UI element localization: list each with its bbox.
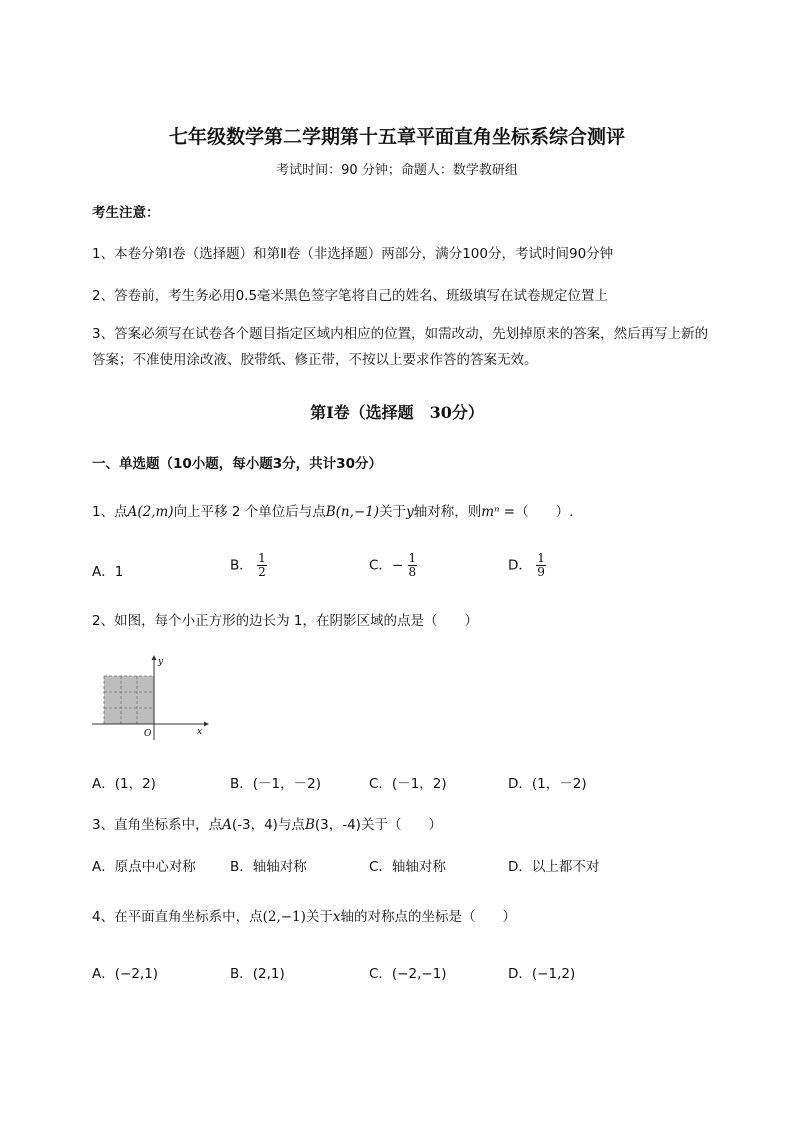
notice-item-3: 3、答案必须写在试卷各个题目指定区域内相应的位置，如需改动，先划掉原来的答案，然后再写上新的答案；不准使用涂改液、胶带纸、修正带，不按以上要求作答的答案无效。 <box>92 326 709 368</box>
q1-option-c-denominator: 8 <box>408 565 417 579</box>
q1-expression: mⁿ = <box>481 504 516 520</box>
x-axis-arrow-icon <box>204 722 209 727</box>
question-1-stem <box>92 500 573 520</box>
q1-option-d <box>508 552 546 579</box>
shaded-region <box>104 676 154 724</box>
q1-axis: y <box>406 504 414 520</box>
q4-point: (2,−1) <box>262 909 306 925</box>
q1-option-d-fraction <box>536 552 546 579</box>
q4-axis: x <box>332 909 341 925</box>
part-heading: 一、单选题（10小题，每小题3分，共计30分） <box>92 456 382 472</box>
q1-text-e: （ ）. <box>515 504 574 520</box>
q3-point-b: B <box>304 817 315 833</box>
q1-option-a <box>92 560 123 580</box>
q1-option-a-label: A． <box>92 564 115 580</box>
q2-option-c: C．(－1，2) <box>369 776 447 792</box>
q1-option-c <box>369 552 417 579</box>
notice-item-2: 2、答卷前，考生务必用0.5毫米黑色签字笔将自己的姓名、班级填写在试卷规定位置上 <box>92 288 609 304</box>
q2-option-b: B．(－1，－2) <box>230 776 321 792</box>
x-axis-label: x <box>197 727 203 737</box>
q3-option-a: A．原点中心对称 <box>92 859 196 875</box>
q1-option-a-value: 1 <box>114 564 124 580</box>
q1-option-d-denominator: 9 <box>537 565 545 579</box>
q4-text-c: 轴的对称点的坐标是（ ） <box>340 909 517 925</box>
q4-option-c: C．(−2,−1) <box>369 966 447 982</box>
page-title: 七年级数学第二学期第十五章平面直角坐标系综合测评 <box>168 126 625 148</box>
question-3-stem <box>92 813 442 833</box>
q4-text-a: 4、在平面直角坐标系中，点 <box>92 909 263 925</box>
exam-info: 考试时间：90 分钟；命题人：数学教研组 <box>276 163 518 178</box>
q3-option-d: D．以上都不对 <box>508 859 600 875</box>
section-title: 第Ⅰ卷（选择题 30分） <box>310 403 484 422</box>
q1-point-b: B(n,−1) <box>325 504 380 520</box>
y-axis-arrow-icon <box>152 655 157 660</box>
q1-option-c-sign: − <box>391 557 404 574</box>
q2-option-a: A．(1，2) <box>92 776 156 792</box>
q1-option-b-label: B． <box>230 557 253 574</box>
q1-text-d: 轴对称，则 <box>413 504 482 520</box>
notice-heading: 考生注意： <box>92 205 160 221</box>
q3-coord-a: (-3，4) <box>231 817 278 833</box>
q3-coord-b: (3，-4) <box>314 817 361 833</box>
question-2-stem: 2、如图，每个小正方形的边长为 1，在阴影区域的点是（ ） <box>92 613 478 629</box>
y-axis-label: y <box>158 657 164 667</box>
q3-text-b: 与点 <box>277 817 305 833</box>
q3-point-a: A <box>222 817 232 833</box>
coordinate-grid-figure <box>92 652 212 742</box>
q3-option-c: C．轴轴对称 <box>369 859 446 875</box>
q1-option-d-label: D． <box>508 557 532 574</box>
q4-text-b: 关于 <box>305 909 333 925</box>
question-4-stem <box>92 905 516 925</box>
q1-option-b-numerator: 1 <box>258 551 266 565</box>
q3-option-b: B．轴轴对称 <box>230 859 307 875</box>
q1-option-b-fraction <box>257 552 267 579</box>
q1-option-b-denominator: 2 <box>258 565 266 579</box>
notice-item-1: 1、本卷分第Ⅰ卷（选择题）和第Ⅱ卷（非选择题）两部分，满分100分，考试时间90分钟 <box>92 246 614 262</box>
q4-option-a: A．(−2,1) <box>92 966 159 982</box>
q1-option-c-fraction <box>408 552 418 579</box>
q1-text-c: 关于 <box>379 504 407 520</box>
q3-text-a: 3、直角坐标系中，点 <box>92 817 223 833</box>
q4-option-b: B．(2,1) <box>230 966 285 982</box>
q1-option-c-label: C． <box>369 557 392 574</box>
q3-text-c: 关于（ ） <box>360 817 442 833</box>
q1-option-b <box>230 552 267 579</box>
q2-option-d: D．(1，－2) <box>508 776 587 792</box>
q1-option-c-numerator: 1 <box>408 551 417 565</box>
q1-text-a: 1、点 <box>92 504 128 520</box>
q1-point-a: A(2,m) <box>127 504 174 520</box>
origin-label: O <box>144 729 152 739</box>
q1-option-d-numerator: 1 <box>537 551 545 565</box>
q1-text-b: 向上平移 2 个单位后与点 <box>173 504 326 520</box>
q4-option-d: D．(−1,2) <box>508 966 576 982</box>
